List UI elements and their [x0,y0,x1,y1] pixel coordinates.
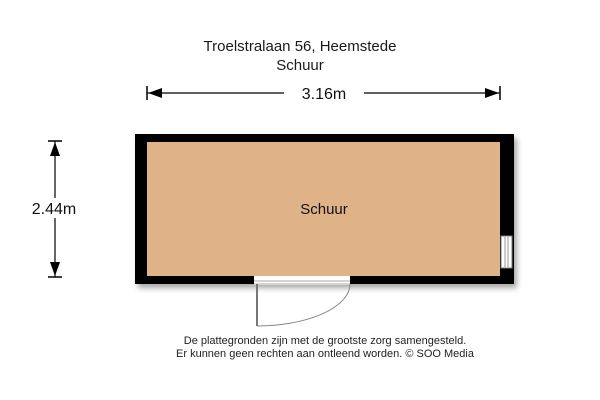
height-label: 2.44m [31,201,77,218]
arrow-left-icon [148,88,162,98]
door [254,276,350,326]
arrow-up-icon [50,142,60,156]
disclaimer-line-1: De plattegronden zijn met de grootste zorg samengesteld. [183,335,467,347]
room-label: Schuur [300,201,348,218]
disclaimer-line-2: Er kunnen geen rechten aan ontleend worden. © SOO Media [176,348,474,360]
height-dimension [15,141,95,277]
floorplan-subtitle: Schuur [276,57,324,74]
arrow-right-icon [485,88,499,98]
floorplan-address: Troelstralaan 56, Heemstede [203,38,397,55]
arrow-down-icon [50,262,60,276]
width-label: 3.16m [301,86,347,103]
width-dimension [147,83,500,103]
window [501,236,512,268]
